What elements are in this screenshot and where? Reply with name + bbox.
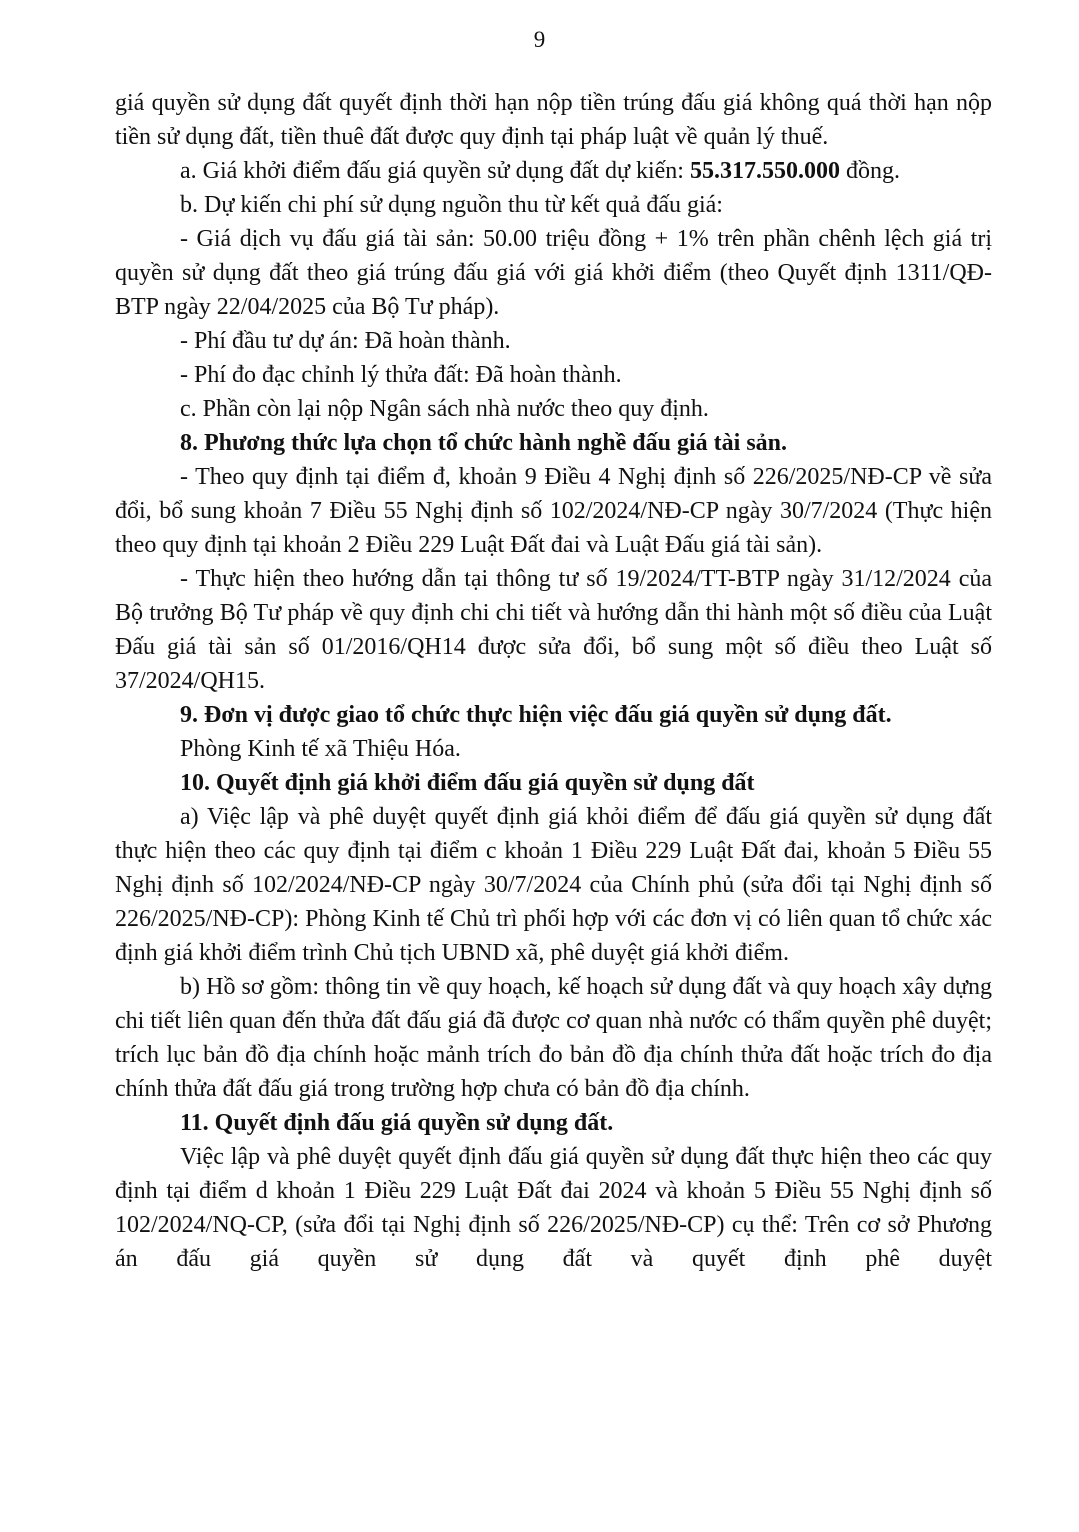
paragraph-section-9: Phòng Kinh tế xã Thiệu Hóa. xyxy=(180,736,461,762)
paragraph-section-8a: - Theo quy định tại điểm đ, khoản 9 Điều 4 Nghị định số 226/2025/NĐ-CP về sửa đổi, bổ sung khoản 7 Điều 55 Nghị định số 102/2024/NĐ-CP ngày 30/7/2024 (Thực hiện theo quy định tại khoản 2 Điều 229 Luật Đất đai và Luật Đấu giá tài sản). xyxy=(115,464,992,558)
paragraph-section-10a: a) Việc lập và phê duyệt quyết định giá khỏi điểm để đấu giá quyền sử dụng đất thực hiện theo các quy định tại điểm c khoản 1 Điều 229 Luật Đất đai, khoản 5 Điều 55 Nghị định số 102/2024/NĐ-CP ngày 30/7/2024 của Chính phủ (sửa đổi tại Nghị định số 226/2025/NĐ-CP): Phòng Kinh tế Chủ trì phối hợp với các đơn vị có liên quan tổ chức xác định giá khởi điểm trình Chủ tịch UBND xã, phê duyệt giá khởi điểm. xyxy=(115,804,992,966)
section-heading-9: 9. Đơn vị được giao tổ chức thực hiện việc đấu giá quyền sử dụng đất. xyxy=(180,702,892,728)
paragraph-project-investment-fee: - Phí đầu tư dự án: Đã hoàn thành. xyxy=(180,328,511,354)
paragraph-section-11: Việc lập và phê duyệt quyết định đấu giá quyền sử dụng đất thực hiện theo các quy định tại điểm d khoản 1 Điều 229 Luật Đất đai 2024 và khoản 5 Điều 55 Nghị định số 102/2024/NQ-CP, (sửa đổi tại Nghị định số 226/2025/NĐ-CP) cụ thể: Trên cơ sở Phương án đấu giá quyền sử dụng đất và quyết định phê duyệt xyxy=(115,1144,992,1272)
starting-price-unit: đồng. xyxy=(839,158,900,184)
paragraph-section-8b: - Thực hiện theo hướng dẫn tại thông tư số 19/2024/TT-BTP ngày 31/12/2024 của Bộ trưởng Bộ Tư pháp về quy định chi chi tiết và hướng dẫn thi hành một số điều của Luật Đấu giá tài sản số 01/2016/QH14 được sửa đổi, bổ sung một số điều theo Luật số 37/2024/QH15. xyxy=(115,566,992,694)
paragraph-auction-service-fee: - Giá dịch vụ đấu giá tài sản: 50.00 triệu đồng + 1% trên phần chênh lệch giá trị quyền sử dụng đất theo giá trúng đấu giá với giá khởi điểm (theo Quyết định 1311/QĐ-BTP ngày 22/04/2025 của Bộ Tư pháp). xyxy=(115,226,992,320)
paragraph-expected-costs: b. Dự kiến chi phí sử dụng nguồn thu từ kết quả đấu giá: xyxy=(180,192,723,218)
section-heading-8: 8. Phương thức lựa chọn tổ chức hành nghề đấu giá tài sản. xyxy=(180,430,788,456)
starting-price-amount: 55.317.550.000 xyxy=(689,158,840,184)
paragraph-survey-fee: - Phí đo đạc chỉnh lý thửa đất: Đã hoàn thành. xyxy=(180,362,622,388)
starting-price-label: a. Giá khởi điểm đấu giá quyền sử dụng đất dự kiến: xyxy=(180,158,690,184)
paragraph-starting-price xyxy=(115,154,992,188)
paragraph-continuation: giá quyền sử dụng đất quyết định thời hạn nộp tiền trúng đấu giá không quá thời hạn nộp tiền sử dụng đất, tiền thuê đất được quy định tại pháp luật về quản lý thuế. xyxy=(115,90,992,150)
paragraph-remaining-budget: c. Phần còn lại nộp Ngân sách nhà nước theo quy định. xyxy=(180,396,709,422)
document-body xyxy=(115,86,992,1276)
page-number: 9 xyxy=(533,27,546,52)
section-heading-10: 10. Quyết định giá khởi điểm đấu giá quyền sử dụng đất xyxy=(180,770,755,796)
paragraph-section-10b: b) Hồ sơ gồm: thông tin về quy hoạch, kế hoạch sử dụng đất và quy hoạch xây dựng chi tiết liên quan đến thửa đất đấu giá đã được cơ quan nhà nước có thẩm quyền phê duyệt; trích lục bản đồ địa chính hoặc mảnh trích đo bản đồ địa chính thửa đất hoặc trích đo địa chính thửa đất đấu giá trong trường hợp chưa có bản đồ địa chính. xyxy=(115,974,992,1102)
section-heading-11: 11. Quyết định đấu giá quyền sử dụng đất. xyxy=(180,1110,614,1136)
